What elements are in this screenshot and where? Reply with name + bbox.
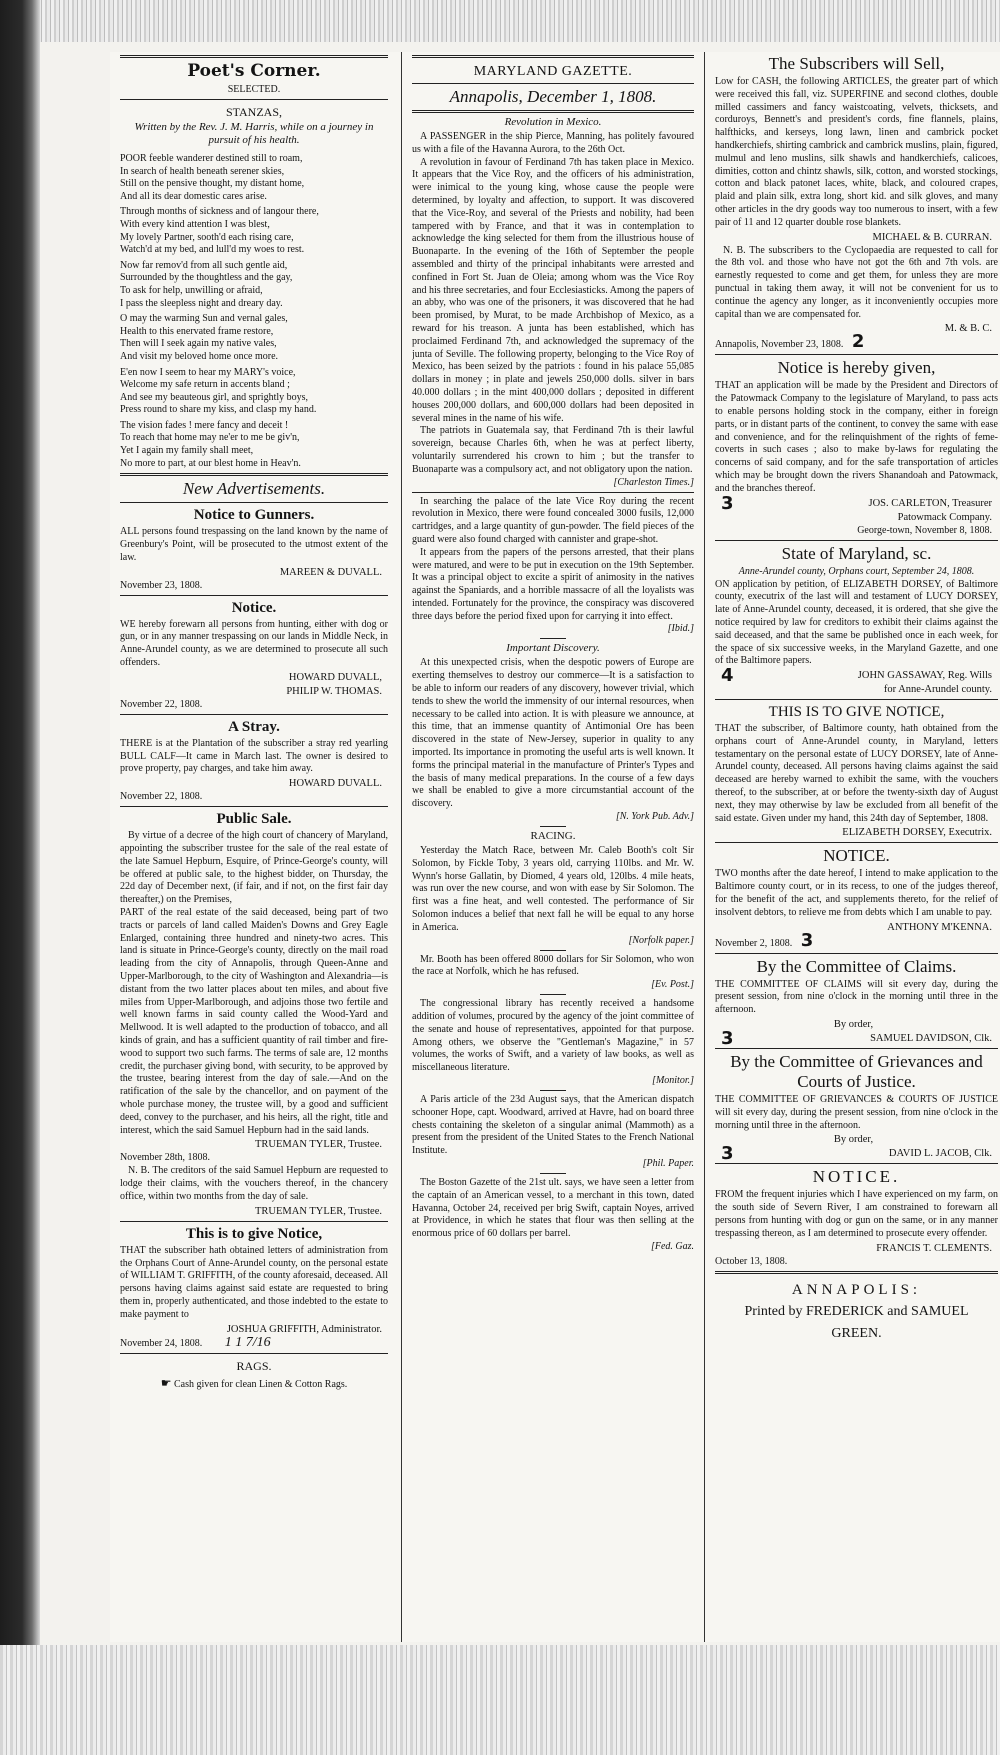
curran-initials: M. & B. C.: [944, 323, 992, 335]
rule: [715, 354, 998, 355]
poem-stanza: [120, 313, 388, 363]
curran-nb: N. B. The subscribers to the Cyclopaedia are requested to call for the 8th vol. and those who have not got the 6th and 7th vols. are earnestly requested to come and get them, for unless they are more punctual in taking them away, it will not be convenient for us to continue the agency any longer, as it inconveniently occupies more capital than we are compensated for.: [715, 244, 998, 320]
dorsey-title: THIS IS TO GIVE NOTICE,: [768, 704, 945, 721]
handwritten-mark: 3: [721, 1028, 734, 1050]
flour-p1: The Boston Gazette of the 21st ult. says, we have seen a letter from the captain of an American vessel, to a merchant in this town, dated Havanna, October 24, received per brig Swift, captain Noyes, arrived at Providence, in which he states that flour was then selling at the enormous price of 60 dollars per barrel.: [412, 1176, 694, 1240]
rule: [120, 55, 388, 58]
potomac-signature-line: [715, 492, 998, 514]
potomac-signature-2: Patowmack Company.: [897, 511, 992, 523]
mammoth-p1: A Paris article of the 23d August says, that the American dispatch schooner Hope, capt. Woodward, arrived at Havre, had on board three chests containing the skeleton of a singular animal (Mammoth) as a present from the president of the United States to the French National Institute.: [412, 1094, 694, 1157]
column-left: [120, 52, 388, 1642]
state-court: Anne-Arundel county, Orphans court, September 24, 1808.: [738, 565, 975, 577]
stray-text: THERE is at the Plantation of the subscriber a stray red yearling BULL CALF—It came in March last. The owner is desired to prove property, pay charges, and take him away.: [120, 737, 388, 775]
public-sale-date: November 28th, 1808.: [120, 1152, 210, 1164]
poem-line: Yet I again my family shall meet,: [120, 445, 254, 457]
poem-line: Welcome my safe return in accents bland ;: [120, 379, 290, 391]
state-signature-line: [715, 665, 998, 687]
potomac-signature: JOS. CARLETON, Treasurer: [868, 497, 992, 509]
rule: [120, 502, 388, 503]
poem-line: No more to part, at our blest home in Heav'n.: [120, 457, 301, 469]
mammoth-source: [Phil. Paper.: [642, 1157, 694, 1169]
scan-left-edge: [0, 0, 40, 1755]
mckenna-text: TWO months after the date hereof, I intend to make application to the Baltimore county court, or in its recess, to one of the judges thereof, for the benefit of the act, and supplements thereto, for the relief of insolvent debtors, to relieve me from debts which I am unable to pay.: [715, 868, 998, 918]
poem-stanza: [120, 153, 388, 203]
poem-line: Health to this enervated frame restore,: [120, 325, 274, 337]
mckenna-signature: ANTHONY M'KENNA.: [887, 921, 992, 933]
clements-text: FROM the frequent injuries which I have experienced on my farm, on the south side of Severn River, I am constrained to forewarn all persons from hunting with dog or gun on the same, or in any manner trespassing thereon, as I am determined to prosecute every offender.: [715, 1189, 998, 1239]
state-signature: JOHN GASSAWAY, Reg. Wills: [857, 670, 992, 682]
rule: [715, 842, 998, 843]
scan-top-edge: [0, 0, 1000, 42]
griffith-signature: JOSHUA GRIFFITH, Administrator.: [226, 1323, 382, 1335]
masthead: MARYLAND GAZETTE.: [473, 64, 633, 79]
revolution-p5: It appears from the papers of the persons arrested, that their plans were matured, and were to be put in execution on the 19th September. It was a principal object to excite a spirit of animosity in the natives against the Spaniards, and a horrible massacre of all the loyalists was intended. Fortunately for the province, the conspiracy was discovered three days before the period fixed upon for carrying it into effect.: [412, 546, 694, 622]
stray-signature: HOWARD DUVALL.: [288, 778, 382, 790]
curran-title: The Subscribers will Sell,: [768, 54, 945, 73]
gunners-signature: MAREEN & DUVALL.: [279, 566, 382, 578]
poem-stanza: [120, 367, 388, 417]
rule: [540, 994, 566, 995]
newspaper-page: [110, 52, 1000, 1642]
library-source: [Monitor.]: [652, 1075, 694, 1086]
poem-line: And see my beauteous girl, and sprightly boys,: [120, 391, 309, 403]
poem-line: I pass the sleepless night and dreary day.: [120, 297, 283, 309]
pointing-hand-icon: ☛: [160, 1375, 172, 1390]
poem-stanza: [120, 206, 388, 256]
rule: [120, 99, 388, 100]
discovery-title: Important Discovery.: [506, 642, 600, 655]
column-center: [412, 52, 694, 1642]
claims-signature-line: [715, 1028, 998, 1050]
poem-stanza: [120, 260, 388, 310]
racing-p1: Yesterday the Match Race, between Mr. Caleb Booth's colt Sir Solomon, by Fickle Toby, 3 years old, carrying 110lbs. and Mr. W. Wynn's horse Gallatin, by Diomed, 4 years old, 120lbs. 4 mile heats, was run over the new course, and won with ease by Sir Solomon. The first was a fine heat, and well contested. The performance of Sir Solomon induces a belief that next fall he will be equal to any horse in America.: [412, 845, 694, 933]
public-sale-title: Public Sale.: [216, 811, 292, 828]
mckenna-date-line: [715, 929, 998, 951]
dorsey-text: THAT the subscriber, of Baltimore county, hath obtained from the orphans court of Anne-Arundel county, in Maryland, letters testamentary on the personal estate of LUCY DORSEY, late of Anne-Arundel county, deceased. All persons having claims against the said deceased are hereby warned to exhibit the same, with the vouchers thereof, to the subscriber, at or before the twenty-sixth day of August next, they may otherwise by law be excluded from all benefit of the said estate. Given under my hand, this 24th day of September, 1808.: [715, 723, 998, 824]
notice-signature-1: HOWARD DUVALL,: [288, 671, 382, 683]
claims-by-order: By order,: [833, 1019, 874, 1031]
rule: [412, 110, 694, 113]
handwritten-mark: 4: [721, 665, 734, 687]
selected-label: SELECTED.: [227, 84, 281, 95]
new-advertisements-heading: New Advertisements.: [182, 479, 326, 499]
racing-title: RACING.: [530, 830, 576, 843]
curran-date: Annapolis, November 23, 1808.: [715, 339, 844, 351]
revolution-p1: A PASSENGER in the ship Pierce, Manning, has politely favoured us with a file of the Havanna Aurora, to the 26th Oct.: [412, 131, 694, 155]
rule: [120, 1221, 388, 1222]
racing-source-2: [Ev. Post.]: [651, 979, 694, 991]
rule: [540, 950, 566, 951]
revolution-p2: A revolution in favour of Ferdinand 7th has taken place in Mexico. It appears that the Vice Roy, and the officers of his administration, were inimical to the young king, whose cause the people were determined, by loyalty and affection, to support. It was discovered that the Vice-Roy, and several of the Priests and nobility, had been tampered with by France, and that it was in contemplation to acknowledge the king selected for them from the illustrious house of Buonaparte. In the evening of the 16th of September the people assembled and thirty of the principal inhabitants were arrested and confined in Fort St. Juan de Oleia; among whom was the Vice Roy and his three secretaries, and four Ecclesiasticks. Among the papers of an abby, who was one of the prisoners, it was discovered that he had been promised, by Murat, to be made Archbishop of Mexico, as a reward for his treason. A junta has been established, which has proclaimed Ferdinand 7th, and acknowledged the supremacy of the junta of Seville. The following property, belonging to the Vice Roy of Mexico, has been seized by the patriots : found in his palace 55,085 dollars in money ; in plate and jewels 250,000 dolls. silver in bars 40.000 dollars ; in the mint 400,000 dollars ; deposited in different houses 200,000 dollars, and 600,000 dollars had been deposited in several mines in the name of his wife.: [412, 156, 694, 424]
grievances-text: THE COMMITTEE OF GRIEVANCES & COURTS OF JUSTICE will sit every day, during the present session, from nine o'clock in the morning until three in the afternoon.: [715, 1094, 998, 1131]
rule: [715, 1048, 998, 1049]
public-sale-signature: TRUEMAN TYLER, Trustee.: [255, 1139, 382, 1151]
poem-line: To reach that home may ne'er to me be giv'n,: [120, 432, 300, 444]
revolution-source-2: [Ibid.]: [667, 623, 694, 635]
discovery-source: [N. York Pub. Adv.]: [615, 811, 694, 823]
poem-line: Watch'd at my bed, and lull'd my woes to rest.: [120, 244, 305, 256]
public-sale-body: PART of the real estate of the said deceased, being part of two tracts or parcels of land called Maiden's Downs and Grey Eagle Enlarged, containing three hundred and ninety-two acres. This land is situate in Prince-George's county, directly on the mail road leading from the city of Annapolis, through Queen-Anne and Upper-Marlborough, to the city of Washington and Alexandria—is distant from the two latter places about ten miles, and about five miles from Upper-Marlborough, and adjoins those two fertile and well known farms in said county called the Wood-Yard and Mellwood. It is well adapted to the production of tobacco, and all kinds of grain, and has a sufficient quantity of rail timber and fire-wood to support two such farms. The terms of sale are, 12 months credit, the purchaser giving bond, with security, to be approved by the trustee, bearing interest from the day of sale.—And on the ratification of the sale by the chancellor, and on payment of the whole purchase money, the trustee will, by a good and sufficient deed, convey to the purchaser, and his heirs, all the right, title and interest, which the said Samuel Hepburn had in the said lands.: [120, 907, 388, 1136]
poem-line: Then will I seek again my native vales,: [120, 338, 277, 350]
imprint-line-3: GREEN.: [831, 1325, 882, 1341]
rags-title: RAGS.: [236, 1358, 272, 1373]
grievances-title: By the Committee of Grievances and Courts of Justice.: [730, 1052, 983, 1092]
notice-title: Notice.: [231, 599, 277, 616]
clements-date: October 13, 1808.: [715, 1255, 788, 1267]
racing-source-1: [Norfolk paper.]: [628, 934, 694, 946]
claims-title: By the Committee of Claims.: [756, 956, 957, 976]
curran-signature: MICHAEL & B. CURRAN.: [872, 231, 992, 243]
gunners-date: November 23, 1808.: [120, 579, 203, 591]
poem-stanzas: [120, 153, 388, 470]
rags-line: [120, 1377, 388, 1391]
state-signature-2: for Anne-Arundel county.: [883, 684, 992, 696]
rule: [120, 1353, 388, 1354]
poem-line: E'en now I seem to hear my MARY's voice,: [120, 366, 296, 378]
rule: [715, 699, 998, 700]
rule: [120, 806, 388, 807]
poem-title: STANZAS,: [225, 105, 283, 119]
column-rule: [401, 52, 402, 1642]
curran-date-line: [715, 331, 998, 353]
mckenna-title: NOTICE.: [823, 846, 890, 866]
handwritten-mark: 3: [721, 1143, 734, 1165]
curran-text: Low for CASH, the following ARTICLES, the greater part of which were received this fall, viz. SUPERFINE and second clothes, double milled cassimers and fancy waistcoating, velvets, thicksets, and corduroys, Bennett's and president's cords, fine flannels, plains, halfthicks, and kerseys, long lawn, linen and cambrick pocket handkerchiefs, shirting cambrick and cambrick muslins, plain, figured, mulmul and leno muslins, silk shawls and handkerchiefs, calicoes, dimities, cotton and chintz shawls, silk, cotton, and worsted stockings, cotton and black patonet laces, white, black, and coloured crapes, plaid and plain silk, extra long, short kid. and silk gloves, and many other articles in the dry goods way too numerous to insert, with a few pair of 11 and 12 quarter double rose blankets.: [715, 76, 998, 228]
clements-signature: FRANCIS T. CLEMENTS.: [876, 1242, 992, 1254]
poem-line: The vision fades ! mere fancy and deceit !: [120, 419, 289, 431]
clements-title: NOTICE.: [812, 1167, 901, 1187]
poem-line: And visit my beloved home once more.: [120, 350, 279, 362]
poem-line: Still on the pensive thought, my distant home,: [120, 178, 305, 190]
revolution-p3: The patriots in Guatemala say, that Ferdinand 7th is their lawful sovereign, because Charles 6th, when he was at perfect liberty, voluntarily surrendered his crown to him ; but the transfer to Buonaparte was a compulsory act, and not obligatory upon the nation.: [412, 425, 694, 475]
rule: [120, 595, 388, 596]
rule: [412, 492, 694, 493]
flour-source: [Fed. Gaz.: [650, 1240, 694, 1252]
poem-line: Through months of sickness and of langour there,: [120, 206, 319, 218]
poem-line: With every kind attention I was blest,: [120, 218, 270, 230]
notice-signature-2: PHILIP W. THOMAS.: [286, 685, 382, 697]
poem-line: Press round to share my kiss, and clasp my hand.: [120, 404, 317, 416]
rule: [412, 55, 694, 58]
griffith-date-text: November 24, 1808.: [120, 1337, 203, 1349]
grievances-signature: DAVID L. JACOB, Clk.: [888, 1148, 992, 1160]
grievances-signature-line: [715, 1143, 998, 1165]
rule: [412, 83, 694, 84]
column-rule: [704, 52, 705, 1642]
rule: [540, 826, 566, 827]
poem-line: POOR feeble wanderer destined still to roam,: [120, 153, 303, 164]
griffith-text: THAT the subscriber hath obtained letters of administration from the Orphans Court of Anne-Arundel county, on the personal estate of WILLIAM T. GRIFFITH, of the county aforesaid, deceased. All persons having claims against said estate are requested to bring them in, properly authenticated, and those indebted to the estate to make payment to: [120, 1244, 388, 1320]
state-title: State of Maryland, sc.: [781, 543, 932, 563]
state-text: ON application by petition, of ELIZABETH DORSEY, of Baltimore county, executrix of the last will and testament of LUCY DORSEY, late of Anne-Arundel county, deceased, it is ordered, that she give the notice required by law for creditors to exhibit their claims against the said deceased, and that the same be published once in each week, for the space of six successive weeks, in the Maryland Gazette, and one of the Baltimore papers.: [715, 578, 998, 667]
rule: [715, 1271, 998, 1274]
rule: [715, 540, 998, 541]
grievances-by-order: By order,: [833, 1134, 874, 1146]
notice-text: WE hereby forewarn all persons from hunting, either with dog or gun, or in any manner trespassing on our lands in Middle Neck, in Anne-Arundel county, as we are determined to prosecute all such offenders.: [120, 618, 388, 669]
griffith-title: This is to give Notice,: [185, 1225, 323, 1242]
rule: [540, 638, 566, 639]
handwritten-mark: 3: [721, 492, 734, 514]
revolution-p4: In searching the palace of the late Vice Roy during the recent revolution in Mexico, there were found concealed 3000 fusils, 12,000 cartridges, and a large quantity of gun-powder. The field pieces of the guard were also found charged with cannister and grape-shot.: [412, 495, 694, 545]
gunners-text: ALL persons found trespassing on the land known by the name of Greenbury's Point, will be prosecuted to the utmost extent of the law.: [120, 526, 388, 563]
potomac-text: THAT an application will be made by the President and Directors of the Patowmack Company to the legislature of Maryland, to pass acts to enable persons holding stock in the company, either in foreign parts, or in distant parts of the continent, to convey the same with ease and convenience, and for the relinquishment of the rights of feme-coverts in such cases ; also to make by-laws for regulating the concerns of said company, and for the safe transportation of articles which may be brought down the rivers Shanandoah and Patowmack, and the branches thereof.: [715, 380, 998, 494]
rule: [540, 1173, 566, 1174]
stray-title: A Stray.: [228, 718, 280, 735]
handwritten-mark: 2: [851, 331, 865, 353]
imprint-line-2: Printed by FREDERICK and SAMUEL: [744, 1303, 969, 1319]
rags-text: Cash given for clean Linen & Cotton Rags.: [173, 1378, 348, 1390]
public-sale-signature-2: TRUEMAN TYLER, Trustee.: [255, 1205, 382, 1217]
poem-line: And all its dear domestic cares arise.: [120, 190, 267, 202]
dorsey-signature: ELIZABETH DORSEY, Executrix.: [842, 827, 992, 839]
public-sale-intro: By virtue of a decree of the high court of chancery of Maryland, appointing the subscriber trustee for the sale of the real estate of the late Samuel Hepburn, Esquire, of Prince-George's county, will be offered at public sale, to the highest bidder, on Thursday, the 22d day of December next, (if fair, and if not, on the first fair day thereafter,) on the Premises,: [120, 830, 388, 906]
column-right: [715, 52, 998, 1642]
dateline: Annapolis, December 1, 1808.: [449, 87, 657, 106]
claims-text: THE COMMITTEE OF CLAIMS will sit every day, during the present session, from nine o'clock in the morning until three in the afternoon.: [715, 978, 998, 1016]
poem-line: To ask for help, unwilling or afraid,: [120, 284, 263, 296]
handwritten-mark: 1 1 7/16: [224, 1334, 271, 1350]
rule: [715, 1163, 998, 1164]
notice-date: November 22, 1808.: [120, 698, 203, 710]
potomac-date: George-town, November 8, 1808.: [857, 524, 992, 536]
potomac-title: Notice is hereby given,: [777, 358, 936, 378]
rule: [715, 953, 998, 954]
poem-line: In search of health beneath serener skies,: [120, 165, 285, 177]
rule: [120, 473, 388, 476]
griffith-date: [120, 1334, 388, 1350]
discovery-p1: At this unexpected crisis, when the despotic powers of Europe are exerting themselves to destroy our commerce—It is a satisfaction to be able to inform our readers of any discovery, however trivial, which tends to shew the world the immensity of our internal resources, when necessary to be called into action. It is with pleasure we announce, at this time, that an immense quantity of Antimonial Ore has been discovered in the state of New-Jersey, superior in quality to any imported. Its importance in promoting the useful arts is well known. It forms the principal material in the manufacture of Printer's Types and the basis of many medical preparations. In the course of a few days we shall be enabled to give a more circumstantial account of the discovery.: [412, 657, 694, 810]
revolution-source-1: [Charleston Times.]: [613, 476, 694, 488]
rule: [120, 714, 388, 715]
imprint-line-1: ANNAPOLIS:: [791, 1281, 922, 1298]
claims-signature: SAMUEL DAVIDSON, Clk.: [870, 1033, 992, 1045]
poem-line: Surrounded by the thoughtless and the gay,: [120, 272, 293, 284]
public-sale-nb: N. B. The creditors of the said Samuel Hepburn are requested to lodge their claims, with the vouchers thereof, in the chancery office, within two months from the day of sale.: [120, 1165, 388, 1202]
poem-line: O may the warming Sun and vernal gales,: [120, 313, 288, 325]
poem-byline: Written by the Rev. J. M. Harris, while on a journey in pursuit of his health.: [134, 121, 374, 146]
stray-date: November 22, 1808.: [120, 791, 203, 803]
scan-bottom-edge: [0, 1645, 1000, 1755]
poets-corner-heading: Poet's Corner.: [187, 61, 321, 81]
library-p1: The congressional library has recently received a handsome addition of volumes, procured by the agency of the joint committee of the senate and house of representatives, appointed for that purpose. Among others, we observe the "Gentleman's Magazine," in 57 volumes, the works of Swift, and a variety of law books, as well as miscellaneous literature.: [412, 998, 694, 1074]
rule: [540, 1090, 566, 1091]
poem-stanza: [120, 420, 388, 470]
mckenna-date: November 2, 1808.: [715, 937, 793, 949]
poem-line: My lovely Partner, sooth'd each rising care,: [120, 231, 294, 243]
gunners-title: Notice to Gunners.: [193, 507, 315, 524]
racing-p2: Mr. Booth has been offered 8000 dollars for Sir Solomon, who won the race at Norfolk, which he has refused.: [412, 953, 694, 978]
handwritten-mark: 3: [800, 929, 814, 951]
revolution-title: Revolution in Mexico.: [504, 116, 602, 128]
poem-line: Now far remov'd from all such gentle aid,: [120, 259, 288, 271]
